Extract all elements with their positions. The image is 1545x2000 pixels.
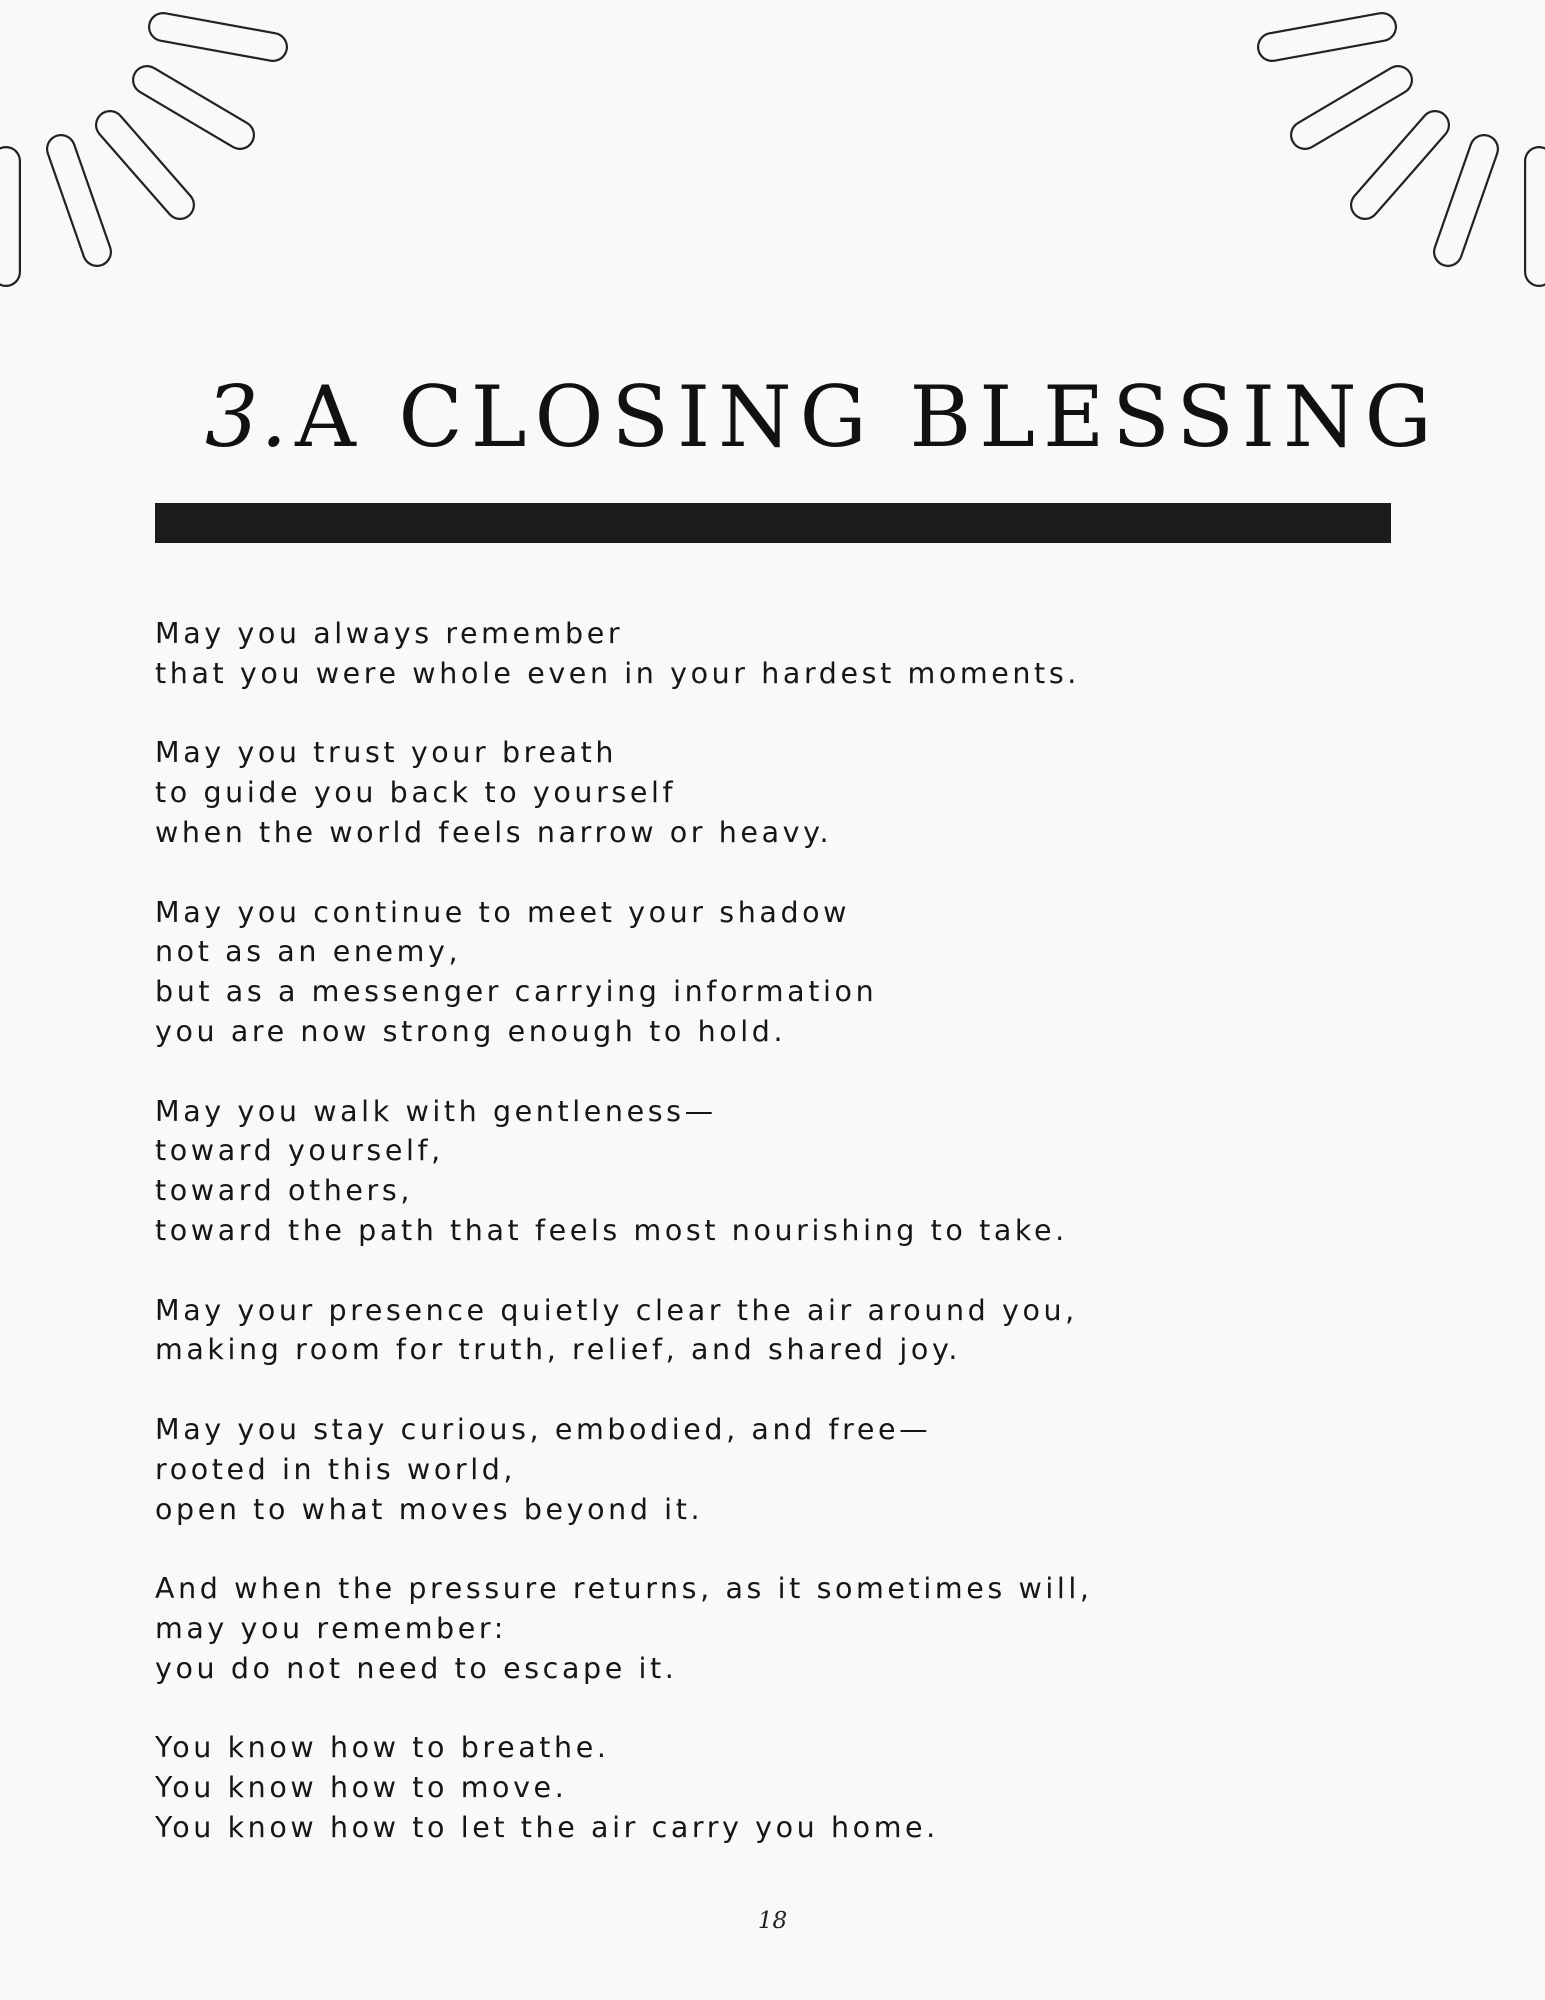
- stanza: [155, 1092, 1385, 1251]
- poem-line: you do not need to escape it.: [155, 1651, 678, 1685]
- ray-shape: [110, 125, 180, 205]
- ray-shape: [1272, 27, 1382, 47]
- sunburst-rays-icon: [0, 0, 300, 300]
- poem-line: May you trust your breath: [155, 736, 618, 770]
- poem-line: making room for truth, relief, and shared joy.: [155, 1333, 962, 1367]
- page-title: [205, 368, 1440, 466]
- ray-shape: [1305, 80, 1398, 135]
- poem-line: when the world feels narrow or heavy.: [155, 815, 833, 849]
- ray-shape: [1365, 125, 1435, 205]
- ray-shape: [147, 80, 240, 135]
- poem-line: May you continue to meet your shadow: [155, 895, 851, 929]
- poem-line: May your presence quietly clear the air around you,: [155, 1293, 1078, 1327]
- poem-line: You know how to let the air carry you home.: [155, 1810, 939, 1844]
- stanza: [155, 893, 1385, 1052]
- poem-line: you are now strong enough to hold.: [155, 1014, 787, 1048]
- poem-line: May you stay curious, embodied, and free—: [155, 1412, 932, 1446]
- ray-shape: [163, 27, 273, 47]
- poem-line: toward others,: [155, 1174, 413, 1208]
- poem-line: toward yourself,: [155, 1134, 444, 1168]
- poem-line: not as an enemy,: [155, 935, 462, 969]
- poem-line: but as a messenger carrying information: [155, 975, 878, 1009]
- poem-line: toward the path that feels most nourishing to take.: [155, 1213, 1068, 1247]
- poem-body: [155, 614, 1385, 1848]
- stanza: [155, 1569, 1385, 1688]
- section-number: 3.: [205, 368, 290, 466]
- poem-line: You know how to breathe.: [155, 1731, 610, 1765]
- poem-line: that you were whole even in your hardest moments.: [155, 656, 1080, 690]
- poem-line: may you remember:: [155, 1611, 507, 1645]
- page-number: 18: [757, 1908, 788, 1934]
- poem-line: You know how to move.: [155, 1771, 568, 1805]
- stanza: [155, 614, 1385, 694]
- sunburst-rays-icon: [1257, 0, 1545, 300]
- title-underline-bar: [155, 503, 1391, 543]
- poem-line: May you always remember: [155, 617, 624, 650]
- ray-shape: [1448, 149, 1484, 252]
- stanza: [155, 733, 1385, 852]
- poem-line: to guide you back to yourself: [155, 776, 677, 810]
- poem-line: And when the pressure returns, as it sometimes will,: [155, 1572, 1093, 1606]
- poem-line: rooted in this world,: [155, 1452, 517, 1486]
- section-title-text: A CLOSING BLESSING: [295, 368, 1440, 466]
- stanza: [155, 1410, 1385, 1529]
- poem-line: May you walk with gentleness—: [155, 1094, 717, 1128]
- poem-line: open to what moves beyond it.: [155, 1492, 704, 1526]
- ray-shape: [61, 149, 97, 252]
- stanza: [155, 1728, 1385, 1847]
- stanza: [155, 1291, 1385, 1371]
